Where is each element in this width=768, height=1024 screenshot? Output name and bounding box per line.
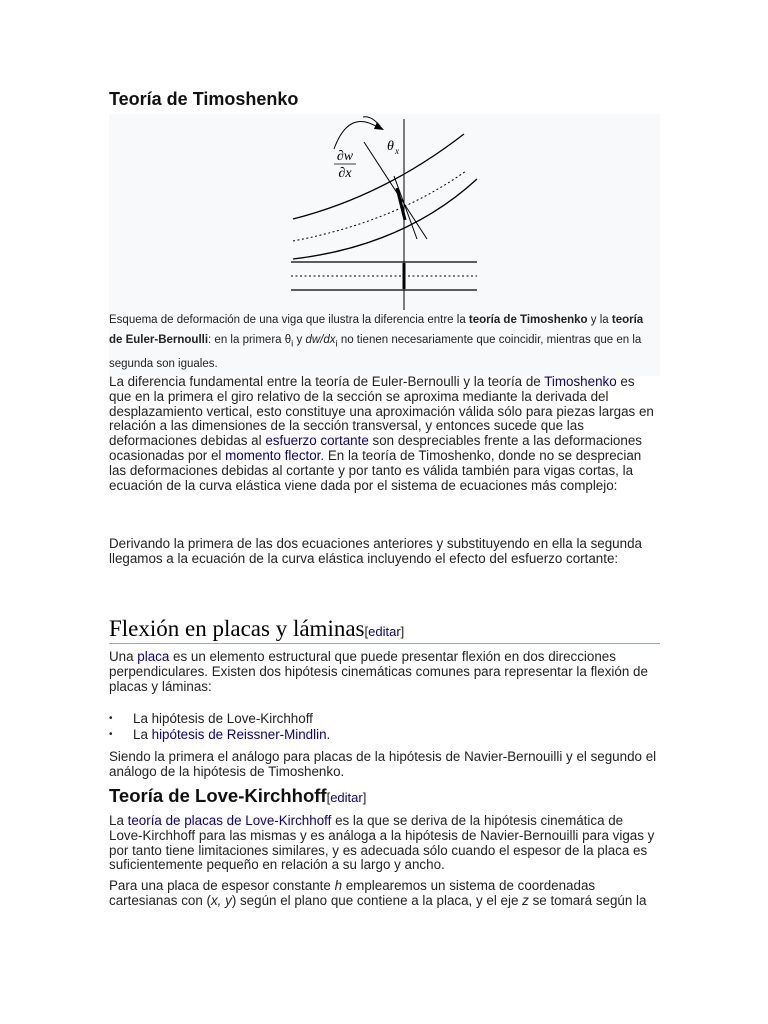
flexion-paragraph-1: Una placa es un elemento estructural que puede presentar flexión en dos direcciones perpendiculares. Existen dos hipótesis cinemáticas comunes para representar la flexión de placas y láminas:: [109, 649, 648, 694]
link-momento-flector[interactable]: momento flector: [225, 447, 321, 463]
timoshenko-paragraph-1: La diferencia fundamental entre la teoría de Euler-Bernoulli y la teoría de Timoshenko es que en la primera el giro relativo de la sección se aproxima mediante la derivada del desplazamiento vertical, esto constituye una aproximación válida sólo para piezas largas en relación a las dimensiones de la sección transversal, y entonces sucede que las deformaciones debidas al esfuerzo cortante son despreciables frente a las deformaciones ocasionadas por el momento flector. En la teoría de Timoshenko, donde no se desprecian las deformaciones debidas al cortante y por tanto es válida también para vigas cortas, la ecuación de la curva elástica viene dada por el sistema de ecuaciones más complejo:: [109, 374, 654, 493]
link-teoria-placas-love-kirchhoff[interactable]: teoría de placas de Love-Kirchhoff: [127, 813, 332, 828]
figure-label-dw: ∂w: [336, 149, 354, 164]
link-placa[interactable]: placa: [137, 649, 170, 664]
link-reissner-mindlin[interactable]: hipótesis de Reissner-Mindlin: [151, 727, 327, 742]
bullet-icon: •: [109, 713, 113, 724]
section-heading-timoshenko: Teoría de Timoshenko: [109, 89, 299, 109]
edit-link-flexion[interactable]: editar: [368, 624, 401, 639]
edit-section-link: [editar]: [326, 790, 367, 805]
figure-caption: Esquema de deformación de una viga que ilustra la diferencia entre la teoría de Timoshenko y la teoría de Euler-Bernoulli: en la primera $\theta_i$ y $dw/dx_i$ no tienen necesariamente que coincidir, mientras que en la segunda son iguales.: [109, 314, 644, 371]
timoshenko-figure: [109, 114, 660, 376]
love-paragraph-2: Para una placa de espesor constante h emplearemos un sistema de coordenadas cartesianas con (x, y) según el plano que contiene a la placa, y el eje z se tomará según la: [109, 878, 647, 908]
bullet-icon: •: [109, 729, 113, 740]
section-heading-flexion: Flexión en placas y láminas[editar]: [109, 616, 660, 644]
section-heading-love-kirchhoff: Teoría de Love-Kirchhoff[editar]: [109, 785, 367, 806]
edit-link-love-kirchhoff[interactable]: editar: [330, 790, 363, 805]
flexion-paragraph-2: Siendo la primera el análogo para placas de la hipótesis de Navier-Bernouilli y el segundo el análogo de la hipótesis de Timoshenko.: [109, 749, 657, 779]
figure-label-theta: θ: [387, 139, 394, 154]
hypotheses-list: [109, 711, 609, 743]
figure-label-dx: ∂x: [338, 166, 352, 181]
timoshenko-paragraph-2: Derivando la primera de las dos ecuaciones anteriores y substituyendo en ella la segunda llegamos a la ecuación de la curva elástica incluyendo el efecto del esfuerzo cortante:: [109, 536, 642, 566]
link-esfuerzo-cortante[interactable]: esfuerzo cortante: [265, 433, 369, 449]
figure-label-theta-sub: x: [395, 146, 399, 156]
love-paragraph-1: La teoría de placas de Love-Kirchhoff es la que se deriva de la hipótesis cinemática de Love-Kirchhoff para las mismas y es análoga a la hipótesis de Navier-Bernouilli para vigas y por tanto tiene limitaciones similares, y es adecuada sólo cuando el espesor de la placa es suficientemente pequeño en relación a su largo y ancho.: [109, 813, 655, 873]
edit-section-link: [editar]: [364, 624, 405, 639]
list-item: • La hipótesis de Reissner-Mindlin.: [109, 727, 331, 742]
link-timoshenko[interactable]: Timoshenko: [544, 374, 617, 389]
list-item: • La hipótesis de Love-Kirchhoff: [109, 711, 313, 726]
beam-deformation-diagram: [109, 114, 660, 310]
